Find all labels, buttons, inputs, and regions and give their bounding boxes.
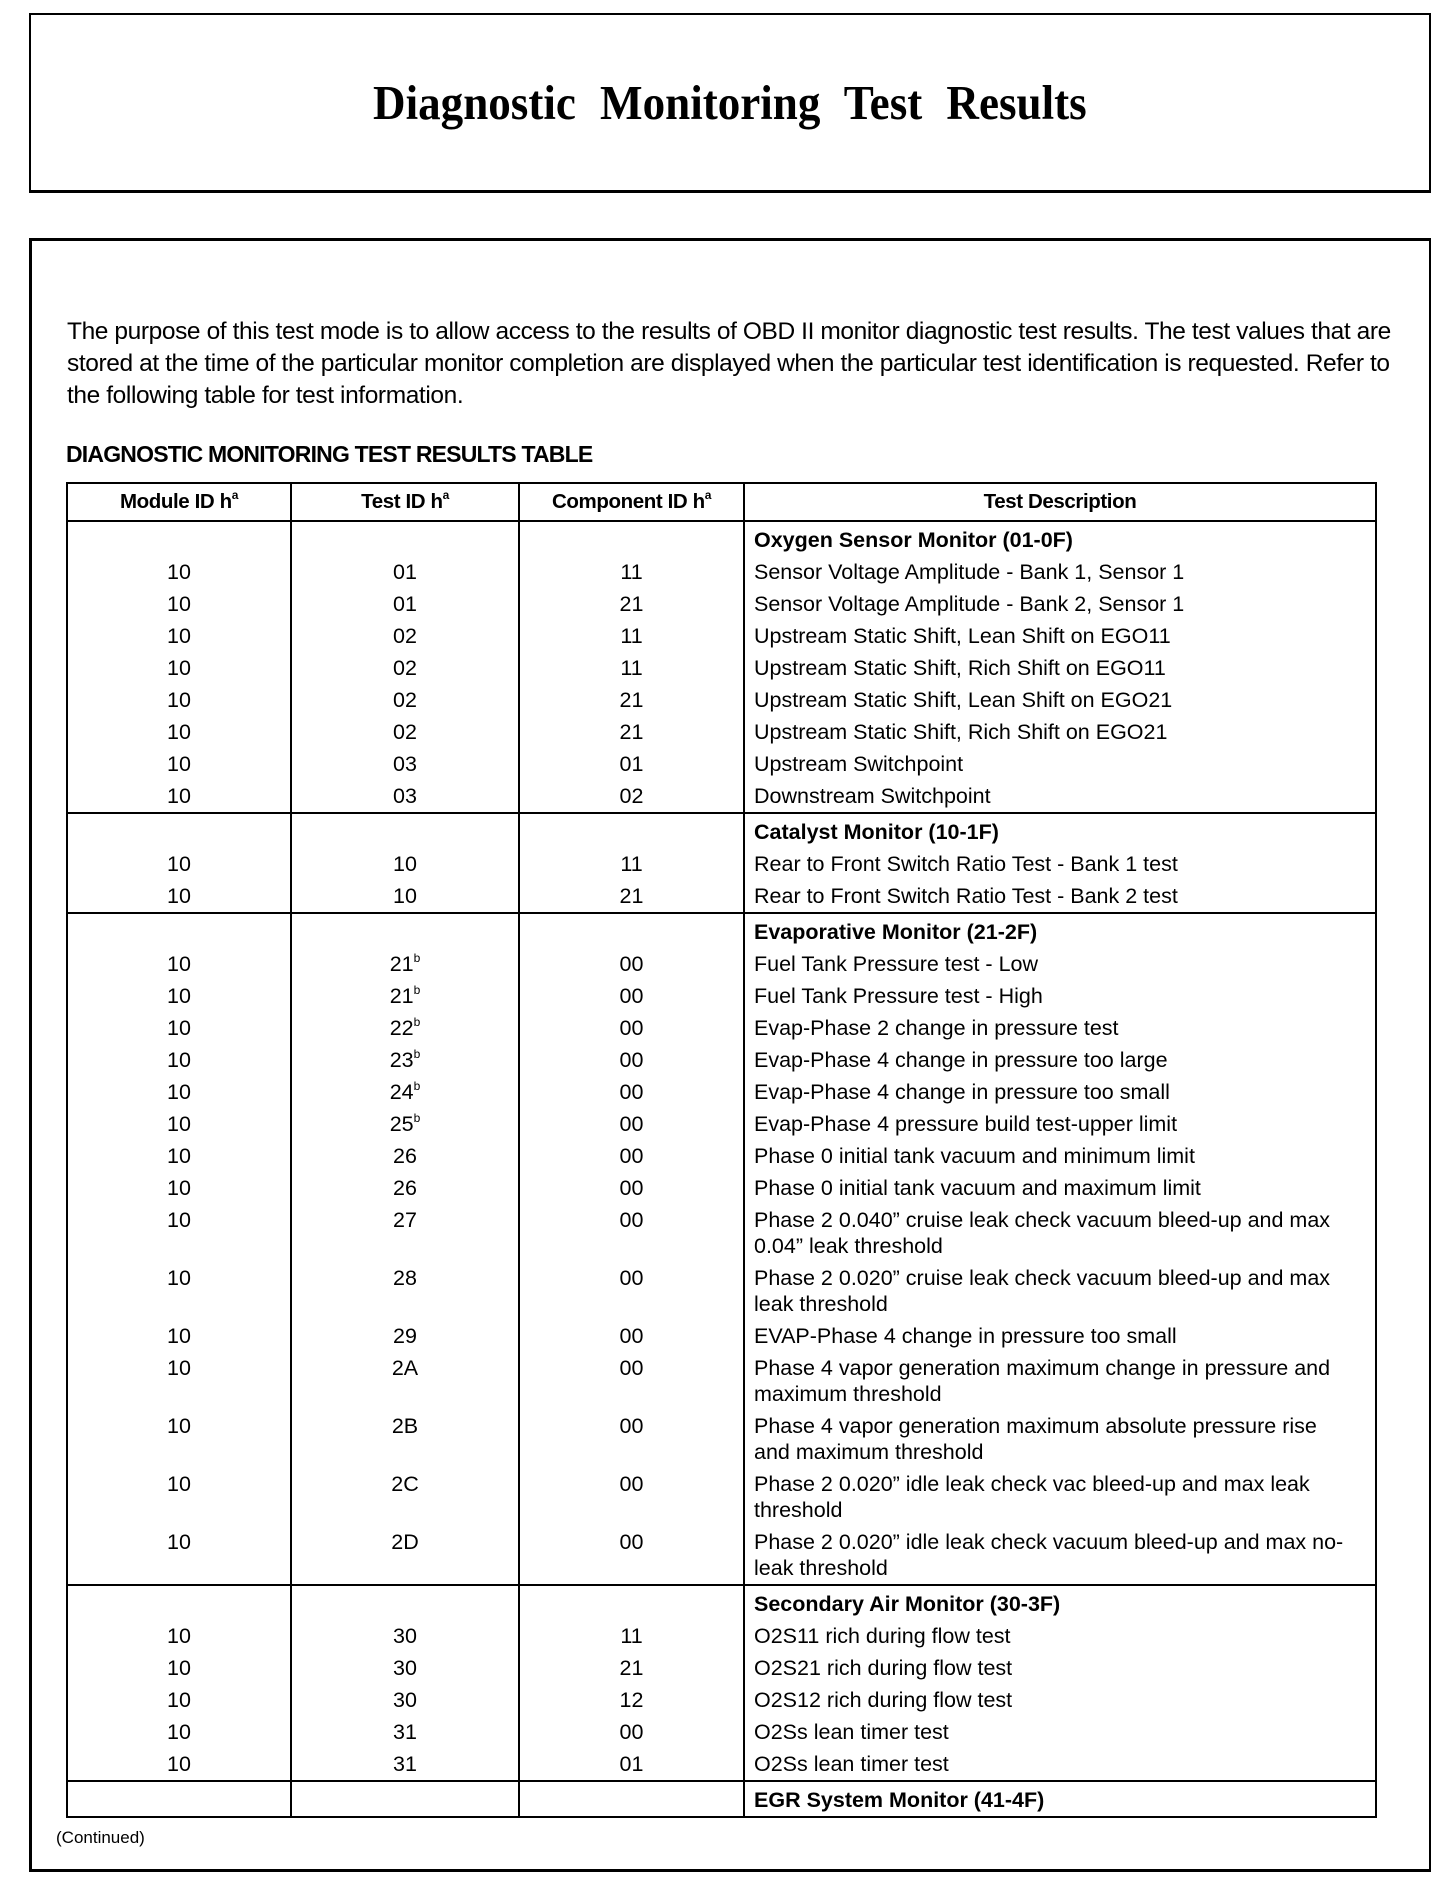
col-header-test-id: Test ID $h^a$	[291, 483, 519, 521]
module-id-value: 10	[167, 1356, 191, 1380]
test-id-value: 03	[393, 784, 417, 808]
module-id-value: 10	[167, 752, 191, 776]
test-description: Upstream Static Shift, Rich Shift on EGO21	[754, 720, 1168, 744]
component-id-value: 11	[620, 1624, 643, 1648]
component-id-value: 00	[619, 1266, 644, 1290]
component-id-value: 11	[620, 852, 643, 876]
cell-module-id	[67, 813, 291, 913]
component-id-value: 12	[619, 1688, 644, 1712]
module-id-value: 10	[167, 1016, 191, 1040]
test-description: EVAP-Phase 4 change in pressure too small	[754, 1324, 1177, 1348]
module-id-value: 10	[167, 1414, 191, 1438]
module-id-value: 10	[167, 1530, 191, 1554]
module-id-value: 10	[167, 656, 191, 680]
test-description: Phase 4 vapor generation maximum absolute pressure rise and maximum threshold	[754, 1414, 1317, 1464]
test-id-value: 24$^b$	[389, 1079, 421, 1104]
cell-test-id	[291, 521, 519, 813]
component-id-value: 11	[620, 624, 643, 648]
table-row	[67, 913, 1376, 1585]
test-id-value: 29	[393, 1324, 417, 1348]
intro-paragraph: The purpose of this test mode is to allow access to the results of OBD II monitor diagnostic test results. The test values that are stored at the time of the particular monitor completion are displayed when the particular test identification is requested. Refer to the following table for test information.	[67, 318, 1391, 409]
cell-component-id	[519, 1781, 744, 1817]
monitor-group-title: Evaporative Monitor (21-2F)	[754, 920, 1038, 944]
test-description: O2S12 rich during flow test	[754, 1688, 1013, 1712]
cell-test-description	[744, 1585, 1376, 1781]
monitor-group	[67, 1585, 1376, 1781]
cell-module-id	[67, 1585, 291, 1781]
module-id-value: 10	[167, 884, 191, 908]
monitor-group	[67, 521, 1376, 813]
module-id-value: 10	[167, 624, 191, 648]
test-id-value: 30	[393, 1656, 417, 1680]
monitor-group-title: Secondary Air Monitor (30-3F)	[754, 1592, 1061, 1616]
module-id-value: 10	[167, 560, 191, 584]
col-header-test-description: Test Description	[744, 483, 1376, 521]
test-id-value: 25$^b$	[389, 1111, 421, 1136]
component-id-value: 01	[619, 1752, 644, 1776]
module-id-value: 10	[167, 1656, 191, 1680]
cell-test-description	[744, 913, 1376, 1585]
monitor-group	[67, 1781, 1376, 1817]
test-id-value: 03	[393, 752, 417, 776]
test-id-value: 21$^b$	[389, 983, 421, 1008]
component-id-value: 00	[619, 1720, 644, 1744]
module-id-value: 10	[167, 952, 191, 976]
component-id-value: 01	[619, 752, 644, 776]
table-row	[67, 1585, 1376, 1781]
component-id-value: 00	[619, 1048, 644, 1072]
test-description: Upstream Static Shift, Rich Shift on EGO11	[754, 656, 1166, 680]
module-id-value: 10	[167, 1048, 191, 1072]
test-description: Upstream Static Shift, Lean Shift on EGO11	[754, 624, 1171, 648]
test-id-value: 02	[393, 720, 417, 744]
test-id-value: 10	[393, 852, 417, 876]
module-id-value: 10	[167, 1624, 191, 1648]
component-id-value: 00	[619, 1324, 644, 1348]
module-id-value: 10	[167, 1144, 191, 1168]
test-description: Evap-Phase 4 change in pressure too small	[754, 1080, 1170, 1104]
test-id-value: 10	[393, 884, 417, 908]
table-header-row	[67, 483, 1376, 521]
cell-component-id	[519, 521, 744, 813]
component-id-value: 11	[620, 560, 643, 584]
test-description: Phase 2 0.020” idle leak check vacuum bleed-up and max no-leak threshold	[754, 1530, 1344, 1580]
module-id-value: 10	[167, 592, 191, 616]
component-id-value: 00	[619, 1472, 644, 1496]
component-id-value: 21	[619, 720, 644, 744]
test-id-value: 2C	[391, 1472, 419, 1496]
test-description: Phase 0 initial tank vacuum and minimum limit	[754, 1144, 1195, 1168]
cell-component-id	[519, 1585, 744, 1781]
test-id-value: 21$^b$	[389, 951, 421, 976]
table-row	[67, 521, 1376, 813]
module-id-value: 10	[167, 720, 191, 744]
module-id-value: 10	[167, 1208, 191, 1232]
monitor-group-title: Oxygen Sensor Monitor (01-0F)	[754, 528, 1073, 552]
results-table	[66, 482, 1377, 1818]
cell-component-id	[519, 913, 744, 1585]
continued-note: (Continued)	[56, 1828, 145, 1847]
test-description: Evap-Phase 2 change in pressure test	[754, 1016, 1119, 1040]
component-id-value: 00	[619, 1208, 644, 1232]
module-id-value: 10	[167, 1472, 191, 1496]
cell-test-description	[744, 521, 1376, 813]
cell-module-id	[67, 913, 291, 1585]
table-title: DIAGNOSTIC MONITORING TEST RESULTS TABLE	[66, 441, 593, 467]
component-id-value: 00	[619, 1356, 644, 1380]
test-id-value: 01	[393, 560, 417, 584]
component-id-value: 21	[619, 592, 644, 616]
footnote-marker: b	[413, 1047, 421, 1061]
test-description: Sensor Voltage Amplitude - Bank 1, Sensor 1	[754, 560, 1185, 584]
component-id-value: 00	[619, 1414, 644, 1438]
test-description: Phase 2 0.020” idle leak check vac bleed-up and max leak threshold	[754, 1472, 1310, 1522]
module-id-value: 10	[167, 1324, 191, 1348]
monitor-group	[67, 813, 1376, 913]
test-id-value: 02	[393, 656, 417, 680]
table-row	[67, 813, 1376, 913]
test-description: O2S21 rich during flow test	[754, 1656, 1013, 1680]
test-description: Fuel Tank Pressure test - Low	[754, 952, 1039, 976]
table-row	[67, 1781, 1376, 1817]
test-id-value: 27	[393, 1208, 417, 1232]
test-description: Phase 4 vapor generation maximum change in pressure and maximum threshold	[754, 1356, 1331, 1406]
component-id-value: 00	[619, 984, 644, 1008]
test-description: Phase 0 initial tank vacuum and maximum limit	[754, 1176, 1201, 1200]
test-description: O2S11 rich during flow test	[754, 1624, 1011, 1648]
test-description: O2Ss lean timer test	[754, 1752, 949, 1776]
col-header-module-id: Module ID $h^a$	[67, 483, 291, 521]
test-description: Phase 2 0.040” cruise leak check vacuum bleed-up and max 0.04” leak threshold	[754, 1208, 1331, 1258]
footnote-marker: b	[413, 1015, 421, 1029]
monitor-group-title: EGR System Monitor (41-4F)	[754, 1788, 1045, 1812]
module-id-value: 10	[167, 784, 191, 808]
module-id-value: 10	[167, 852, 191, 876]
cell-module-id	[67, 521, 291, 813]
component-id-value: 00	[619, 1016, 644, 1040]
module-id-value: 10	[167, 1688, 191, 1712]
test-id-value: 01	[393, 592, 417, 616]
monitor-group-title: Catalyst Monitor (10-1F)	[754, 820, 999, 844]
test-id-value: 26	[393, 1176, 417, 1200]
component-id-value: 00	[619, 1080, 644, 1104]
component-id-value: 21	[619, 884, 644, 908]
test-description: Upstream Switchpoint	[754, 752, 964, 776]
col-header-component-id: Component ID $h^a$	[519, 483, 744, 521]
module-id-value: 10	[167, 1720, 191, 1744]
cell-test-id	[291, 1781, 519, 1817]
component-id-value: 21	[619, 688, 644, 712]
test-id-value: 02	[393, 688, 417, 712]
module-id-value: 10	[167, 984, 191, 1008]
footnote-marker: b	[413, 1111, 421, 1125]
test-id-value: 23$^b$	[389, 1047, 421, 1072]
test-id-value: 2D	[391, 1530, 419, 1554]
test-description: Rear to Front Switch Ratio Test - Bank 2 test	[754, 884, 1178, 908]
test-id-value: 30	[393, 1624, 417, 1648]
test-id-value: 31	[393, 1752, 417, 1776]
module-id-value: 10	[167, 688, 191, 712]
test-description: Fuel Tank Pressure test - High	[754, 984, 1043, 1008]
component-id-value: 21	[619, 1656, 644, 1680]
component-id-value: 00	[619, 952, 644, 976]
test-description: Sensor Voltage Amplitude - Bank 2, Sensor 1	[754, 592, 1185, 616]
component-id-value: 00	[619, 1530, 644, 1554]
cell-component-id	[519, 813, 744, 913]
module-id-value: 10	[167, 1112, 191, 1136]
content-box	[29, 238, 1431, 1872]
component-id-value: 00	[619, 1112, 644, 1136]
module-id-value: 10	[167, 1176, 191, 1200]
test-description: Downstream Switchpoint	[754, 784, 991, 808]
page-title: Diagnostic Monitoring Test Results	[373, 75, 1087, 130]
cell-test-id	[291, 813, 519, 913]
test-description: Evap-Phase 4 change in pressure too large	[754, 1048, 1168, 1072]
test-id-value: 22$^b$	[389, 1015, 421, 1040]
footnote-marker: b	[413, 1079, 421, 1093]
test-id-value: 26	[393, 1144, 417, 1168]
component-id-value: 00	[619, 1144, 644, 1168]
component-id-value: 11	[620, 656, 643, 680]
test-description: O2Ss lean timer test	[754, 1720, 949, 1744]
title-box	[29, 13, 1431, 193]
module-id-value: 10	[167, 1752, 191, 1776]
test-id-value: 02	[393, 624, 417, 648]
test-id-value: 31	[393, 1720, 417, 1744]
cell-test-id	[291, 1585, 519, 1781]
footnote-marker: b	[413, 951, 421, 965]
cell-test-id	[291, 913, 519, 1585]
cell-test-description	[744, 813, 1376, 913]
test-description: Rear to Front Switch Ratio Test - Bank 1 test	[754, 852, 1178, 876]
footnote-marker: b	[413, 983, 421, 997]
module-id-value: 10	[167, 1266, 191, 1290]
test-description: Evap-Phase 4 pressure build test-upper limit	[754, 1112, 1178, 1136]
cell-module-id	[67, 1781, 291, 1817]
test-description: Phase 2 0.020” cruise leak check vacuum bleed-up and max leak threshold	[754, 1266, 1331, 1316]
test-id-value: 30	[393, 1688, 417, 1712]
test-id-value: 2A	[391, 1356, 419, 1380]
cell-test-description	[744, 1781, 1376, 1817]
component-id-value: 00	[619, 1176, 644, 1200]
component-id-value: 02	[619, 784, 644, 808]
test-id-value: 28	[393, 1266, 417, 1290]
module-id-value: 10	[167, 1080, 191, 1104]
test-description: Upstream Static Shift, Lean Shift on EGO21	[754, 688, 1173, 712]
test-id-value: 2B	[391, 1414, 419, 1438]
monitor-group	[67, 913, 1376, 1585]
